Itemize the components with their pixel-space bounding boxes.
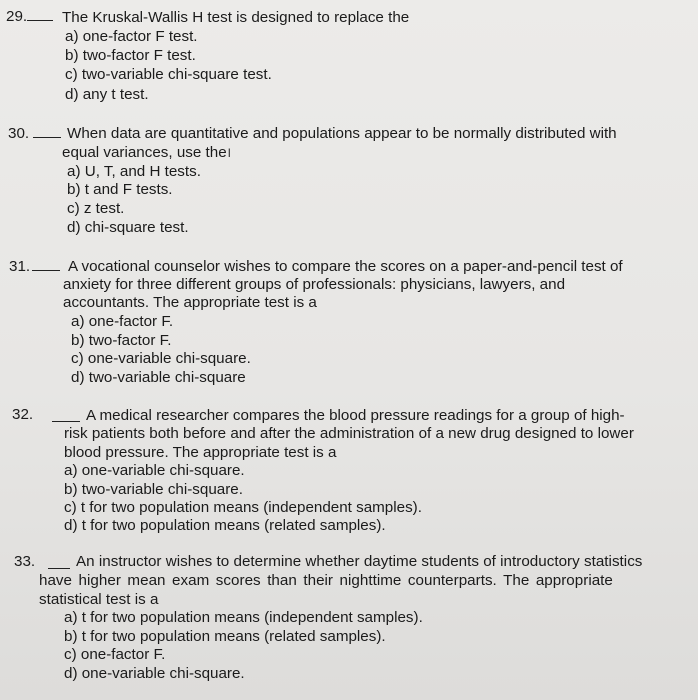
question-stem-line: statistical test is a: [39, 591, 159, 608]
question-stem-line: risk patients both before and after the administration of a new drug designed to lower: [64, 425, 634, 442]
answer-option-b: b) two-factor F.: [71, 332, 172, 349]
answer-option-c: c) one-factor F.: [64, 646, 166, 663]
answer-option-a: a) one-factor F test.: [65, 28, 198, 45]
answer-option-a: a) one-factor F.: [71, 313, 174, 330]
question-number: 31.: [9, 256, 60, 277]
answer-option-c: c) two-variable chi-square test.: [65, 66, 272, 83]
answer-option-d: d) any t test.: [65, 86, 149, 103]
answer-option-b: b) two-variable chi-square.: [64, 481, 243, 498]
question-stem-line: equal variances, use the$^I$: [62, 144, 231, 161]
answer-option-c: c) one-variable chi-square.: [71, 350, 251, 367]
question-stem-line: A vocational counselor wishes to compare the scores on a paper-and-pencil test of: [68, 258, 623, 275]
answer-option-a: a) U, T, and H tests.: [67, 163, 201, 180]
answer-option-b: b) t and F tests.: [67, 181, 173, 198]
answer-option-a: a) t for two population means (independent samples).: [64, 609, 423, 626]
question-number: 33.: [14, 553, 36, 570]
text-cursor-icon: I: [227, 146, 231, 160]
question-number: 32.: [12, 406, 34, 423]
answer-option-b: b) t for two population means (related samples).: [64, 628, 386, 645]
question-number: 29.: [6, 6, 53, 27]
question-stem-line: anxiety for three different groups of professionals: physicians, lawyers, and: [63, 276, 566, 293]
answer-option-d: d) one-variable chi-square.: [64, 665, 245, 682]
question-stem-line: have higher mean exam scores than their nighttime counterparts. The appropriate: [39, 572, 613, 589]
question-number: 30.: [8, 123, 61, 144]
answer-option-a: a) one-variable chi-square.: [64, 462, 245, 479]
answer-option-b: b) two-factor F test.: [65, 47, 196, 64]
question-stem-line: When data are quantitative and populations appear to be normally distributed with: [67, 125, 617, 142]
answer-option-d: d) t for two population means (related samples).: [64, 517, 386, 534]
answer-option-d: d) two-variable chi-square: [71, 369, 246, 386]
answer-option-c: c) t for two population means (independent samples).: [64, 499, 422, 516]
question-stem-line: A medical researcher compares the blood pressure readings for a group of high-: [86, 407, 625, 424]
answer-option-d: d) chi-square test.: [67, 219, 189, 236]
question-stem-line: blood pressure. The appropriate test is a: [64, 444, 337, 461]
answer-option-c: c) z test.: [67, 200, 125, 217]
answer-blank: [48, 554, 70, 569]
question-stem-line: The Kruskal-Wallis H test is designed to replace the: [62, 9, 410, 26]
answer-blank: [52, 407, 80, 422]
question-stem-line: accountants. The appropriate test is a: [63, 294, 317, 311]
question-stem-line: An instructor wishes to determine whether daytime students of introductory statistics: [76, 553, 643, 570]
